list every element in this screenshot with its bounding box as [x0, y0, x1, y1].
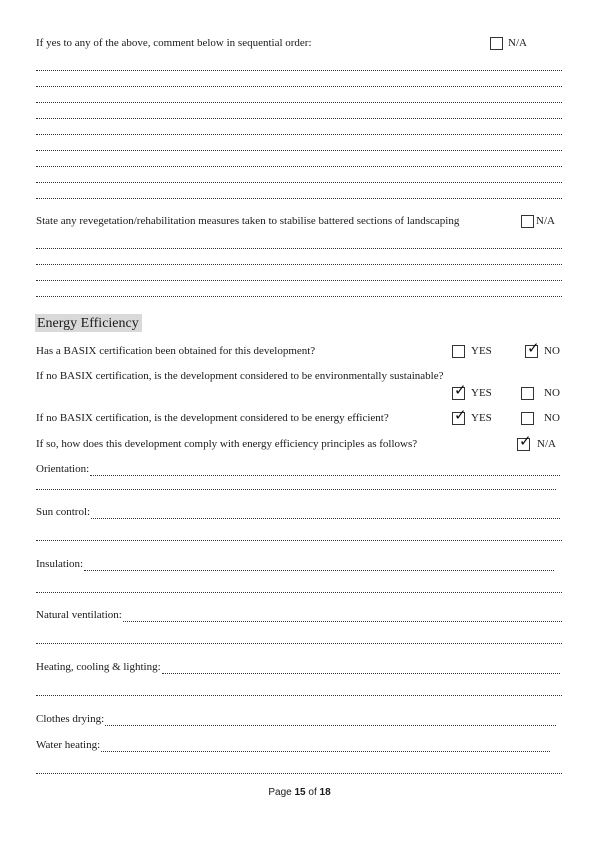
- comment-line[interactable]: [36, 134, 562, 135]
- water-heating-input-line[interactable]: [101, 742, 550, 752]
- orientation-field[interactable]: [36, 463, 560, 476]
- revegetation-na-label: N/A: [536, 215, 555, 227]
- revegetation-line[interactable]: [36, 280, 562, 281]
- comment-line[interactable]: [36, 118, 562, 119]
- orientation-line[interactable]: [36, 489, 556, 490]
- energy-efficient-no-checkbox[interactable]: [521, 412, 534, 425]
- heating-field[interactable]: [36, 661, 560, 674]
- checkmark-icon: ✓: [454, 406, 467, 424]
- basix-yes-checkbox[interactable]: [452, 345, 465, 358]
- sun-control-label: Sun control:: [36, 506, 91, 518]
- page-of: of: [308, 787, 317, 798]
- insulation-field[interactable]: [36, 558, 554, 571]
- orientation-label: Orientation:: [36, 463, 90, 475]
- insulation-input-line[interactable]: [84, 561, 554, 571]
- heating-line[interactable]: [36, 695, 562, 696]
- revegetation-line[interactable]: [36, 296, 562, 297]
- energy-efficient-no-label: NO: [544, 412, 560, 424]
- water-heating-label: Water heating:: [36, 739, 101, 751]
- energy-efficiency-heading: Energy Efficiency: [35, 314, 142, 332]
- sustainable-question: If no BASIX certification, is the development considered to be environmentally sustainable?: [36, 370, 444, 382]
- comply-na-checkbox[interactable]: [517, 432, 532, 451]
- clothes-drying-label: Clothes drying:: [36, 713, 105, 725]
- orientation-input-line[interactable]: [90, 466, 560, 476]
- comment-line[interactable]: [36, 86, 562, 87]
- page-footer: [0, 787, 599, 799]
- revegetation-line[interactable]: [36, 248, 562, 249]
- water-heating-line[interactable]: [36, 773, 562, 774]
- page-total: 18: [319, 787, 331, 798]
- natural-ventilation-field[interactable]: [36, 609, 562, 622]
- comment-line[interactable]: [36, 150, 562, 151]
- checkmark-icon: ✓: [519, 432, 532, 450]
- sun-control-line[interactable]: [36, 540, 562, 541]
- water-heating-field[interactable]: [36, 739, 550, 752]
- comment-line[interactable]: [36, 166, 562, 167]
- heating-input-line[interactable]: [162, 664, 560, 674]
- page-current: 15: [294, 787, 306, 798]
- energy-efficient-yes-checkbox[interactable]: [452, 406, 467, 425]
- basix-yes-label: YES: [471, 345, 492, 357]
- sustainable-yes-label: YES: [471, 387, 492, 399]
- revegetation-na-checkbox[interactable]: [521, 215, 534, 228]
- comply-na-label: N/A: [537, 438, 556, 450]
- comply-question: If so, how does this development comply with energy efficiency principles as follows?: [36, 438, 418, 450]
- comment-line[interactable]: [36, 182, 562, 183]
- natural-ventilation-label: Natural ventilation:: [36, 609, 122, 621]
- insulation-line[interactable]: [36, 592, 562, 593]
- sustainable-yes-checkbox[interactable]: [452, 381, 467, 400]
- basix-no-label: NO: [544, 345, 560, 357]
- sun-control-input-line[interactable]: [91, 509, 560, 519]
- energy-efficient-yes-label: YES: [471, 412, 492, 424]
- basix-no-checkbox[interactable]: [525, 339, 540, 358]
- clothes-drying-field[interactable]: [36, 713, 556, 726]
- comment-prompt: If yes to any of the above, comment below in sequential order:: [36, 37, 312, 49]
- page-prefix: Page: [268, 787, 292, 798]
- energy-efficient-question: If no BASIX certification, is the development considered to be energy efficient?: [36, 412, 389, 424]
- comment-line[interactable]: [36, 198, 562, 199]
- comment-na-checkbox[interactable]: [490, 37, 503, 50]
- revegetation-prompt: State any revegetation/rehabilitation measures taken to stabilise battered sections of landscaping: [36, 215, 460, 227]
- comment-line[interactable]: [36, 70, 562, 71]
- comment-na-label: N/A: [508, 37, 527, 49]
- basix-question: Has a BASIX certification been obtained for this development?: [36, 345, 316, 357]
- insulation-label: Insulation:: [36, 558, 84, 570]
- checkmark-icon: ✓: [454, 381, 467, 399]
- sun-control-field[interactable]: [36, 506, 560, 519]
- clothes-drying-input-line[interactable]: [105, 716, 556, 726]
- natural-ventilation-line[interactable]: [36, 643, 562, 644]
- sustainable-no-checkbox[interactable]: [521, 387, 534, 400]
- comment-line[interactable]: [36, 102, 562, 103]
- heating-label: Heating, cooling & lighting:: [36, 661, 161, 673]
- checkmark-icon: ✓: [527, 339, 540, 357]
- natural-ventilation-input-line[interactable]: [123, 612, 562, 622]
- revegetation-line[interactable]: [36, 264, 562, 265]
- sustainable-no-label: NO: [544, 387, 560, 399]
